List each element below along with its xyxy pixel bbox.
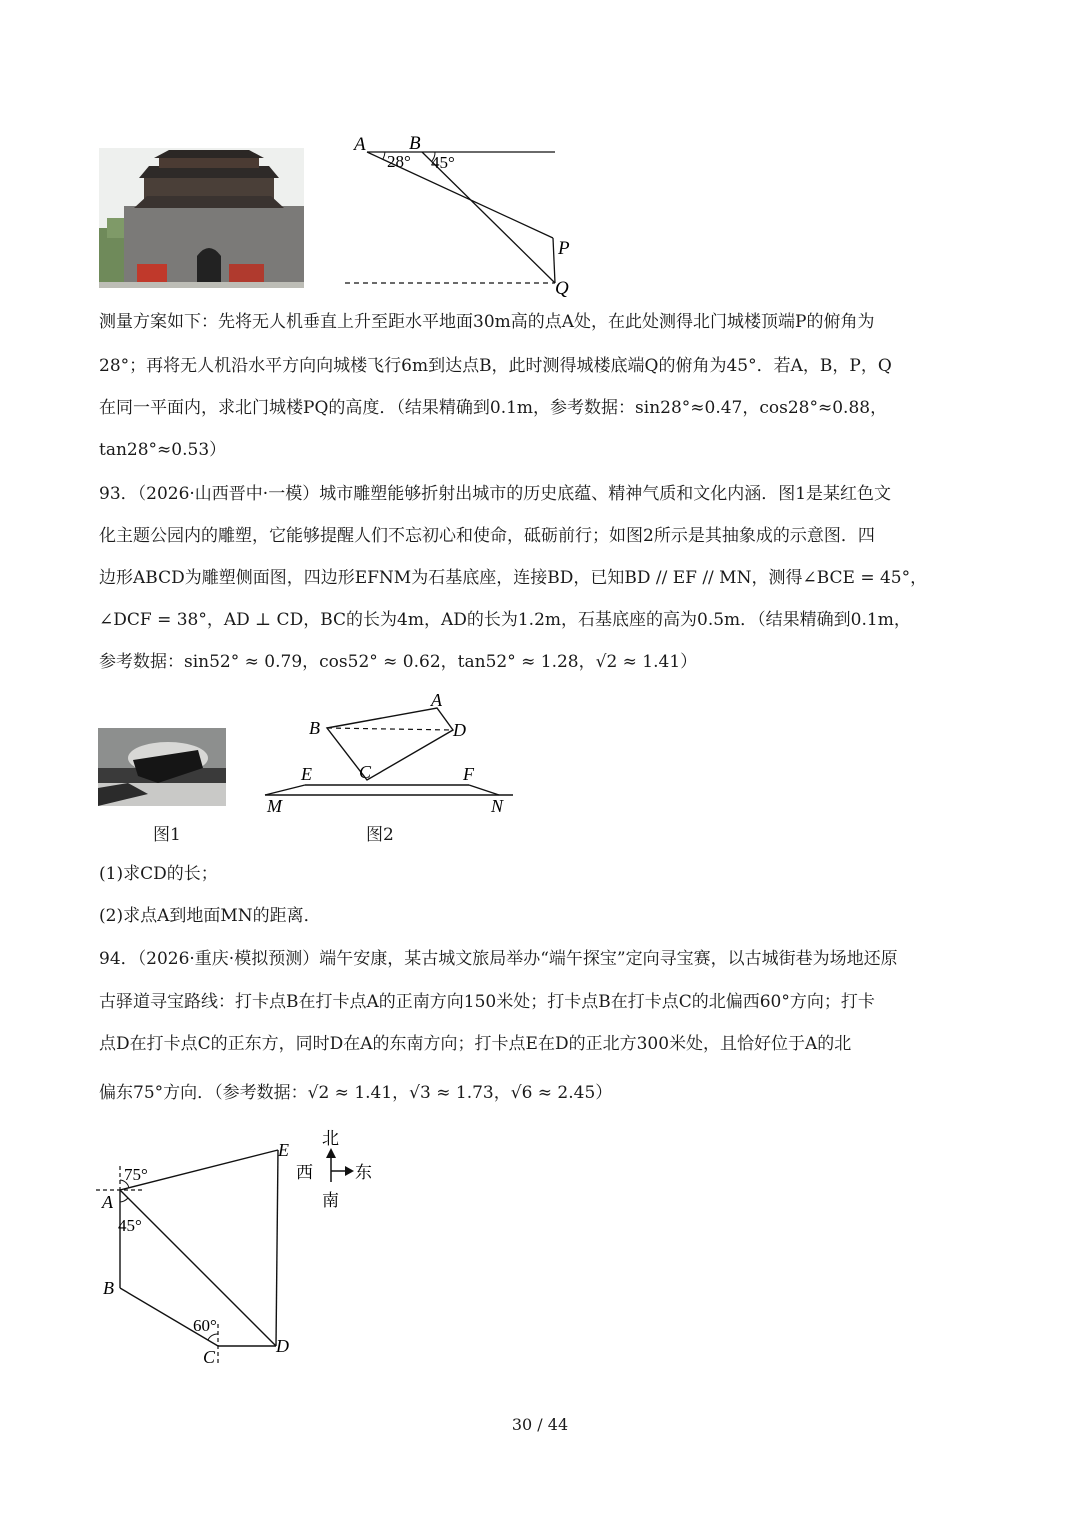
label-B: B bbox=[103, 1278, 114, 1298]
label-M: M bbox=[267, 796, 282, 816]
label-B: B bbox=[409, 133, 421, 154]
problem93-line-4: ∠DCF = 38°，AD ⊥ CD，BC的长为4m，AD的长为1.2m，石基底座的高为0.5m．（结果精确到0.1m， bbox=[99, 610, 911, 630]
problem94-line-3: 点D在打卡点C的正东方，同时D在A的东南方向；打卡点E在D的正北方300米处，且恰好位于A的北 bbox=[99, 1034, 852, 1054]
label-A: A bbox=[354, 134, 366, 155]
sculpture-diagram bbox=[255, 688, 525, 818]
label-D: D bbox=[453, 720, 466, 740]
problem92-line-1: 测量方案如下：先将无人机垂直上升至距水平地面30m高的点A处，在此处测得北门城楼顶端P的俯角为 bbox=[99, 312, 875, 332]
compass-north: 北 bbox=[322, 1129, 339, 1148]
problem93-line-3: 边形ABCD为雕塑侧面图，四边形EFNM为石基底座，连接BD，已知BD // EF // MN，测得∠BCE = 45°， bbox=[99, 568, 928, 588]
problem93-line-2: 化主题公园内的雕塑，它能够提醒人们不忘初心和使命，砥砺前行；如图2所示是其抽象成的示意图．四 bbox=[99, 526, 875, 546]
angle-60-label: 60° bbox=[193, 1316, 217, 1335]
label-E: E bbox=[301, 764, 312, 784]
angle-28-label: 28° bbox=[387, 152, 411, 171]
problem94-line-2: 古驿道寻宝路线：打卡点B在打卡点A的正南方向150米处；打卡点B在打卡点C的北偏西60°方向；打卡 bbox=[99, 992, 875, 1012]
drone-diagram bbox=[345, 128, 585, 298]
compass-west: 西 bbox=[296, 1163, 313, 1182]
label-D: D bbox=[276, 1336, 289, 1356]
compass-east: 东 bbox=[355, 1163, 372, 1182]
label-C: C bbox=[203, 1347, 216, 1367]
label-N: N bbox=[491, 796, 504, 816]
problem93-line-5: 参考数据：sin52° ≈ 0.79，cos52° ≈ 0.62，tan52° ≈ 1.28，√2 ≈ 1.41） bbox=[99, 652, 698, 672]
problem92-line-2: 28°；再将无人机沿水平方向向城楼飞行6m到达点B，此时测得城楼底端Q的俯角为45°．若A，B，P，Q bbox=[99, 356, 892, 376]
problem93-question-2: (2)求点A到地面MN的距离． bbox=[99, 906, 321, 926]
gate-tower-photo bbox=[99, 148, 304, 288]
label-A: A bbox=[431, 690, 442, 710]
sculpture-photo bbox=[98, 728, 226, 806]
label-Q: Q bbox=[555, 278, 569, 298]
angle-75-label: 75° bbox=[124, 1165, 148, 1184]
label-E: E bbox=[278, 1140, 289, 1160]
figure2-caption: 图2 bbox=[366, 825, 394, 845]
problem94-line-1: 94．（2026·重庆·模拟预测）端午安康，某古城文旅局举办“端午探宝”定向寻宝赛，以古城街巷为场地还原 bbox=[99, 949, 898, 969]
label-C: C bbox=[359, 762, 372, 782]
compass-south: 南 bbox=[322, 1191, 339, 1210]
page-number: 30 / 44 bbox=[511, 1415, 569, 1434]
compass-icon bbox=[294, 1126, 378, 1212]
label-B: B bbox=[309, 718, 320, 738]
angle-45-label: 45° bbox=[431, 153, 455, 172]
figure1-caption: 图1 bbox=[153, 825, 181, 845]
angle-45-label: 45° bbox=[118, 1216, 142, 1235]
problem93-question-1: (1)求CD的长； bbox=[99, 864, 218, 884]
label-A: A bbox=[102, 1192, 113, 1212]
problem92-line-3: 在同一平面内，求北门城楼PQ的高度．（结果精确到0.1m，参考数据：sin28°≈0.47，cos28°≈0.88， bbox=[99, 398, 888, 418]
problem92-line-4: tan28°≈0.53） bbox=[99, 440, 227, 460]
problem93-line-1: 93．（2026·山西晋中·一模）城市雕塑能够折射出城市的历史底蕴、精神气质和文化内涵．图1是某红色文 bbox=[99, 484, 892, 504]
label-F: F bbox=[463, 764, 474, 784]
problem94-line-4: 偏东75°方向．（参考数据：√2 ≈ 1.41，√3 ≈ 1.73，√6 ≈ 2.45） bbox=[99, 1083, 613, 1103]
label-P: P bbox=[558, 238, 570, 259]
